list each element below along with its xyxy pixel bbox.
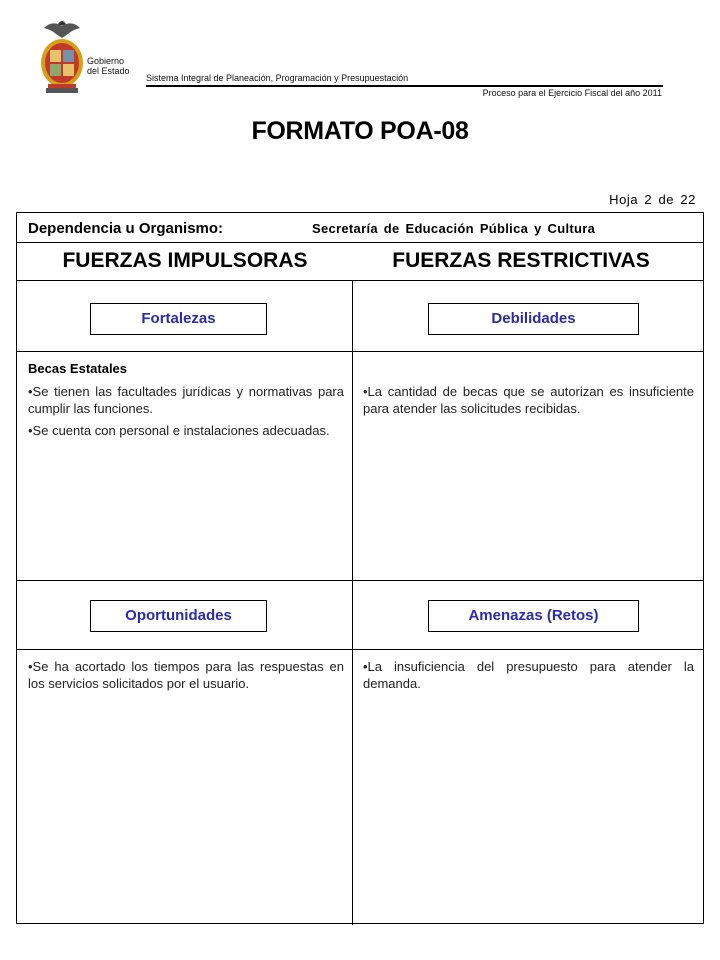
strength-item: •Se tienen las facultades jurídicas y normativas para cumplir las funciones.: [28, 384, 344, 416]
sheet-number: Hoja 2 de 22: [609, 192, 696, 207]
opportunities-cell: [28, 658, 344, 697]
row-divider: [17, 242, 703, 243]
weaknesses-cell: [363, 383, 694, 422]
threats-label: Amenazas (Retos): [428, 600, 639, 632]
dependency-label: Dependencia u Organismo:: [28, 220, 224, 237]
government-label-line2: del Estado: [87, 66, 130, 76]
strengths-subtitle: Becas Estatales: [28, 361, 128, 376]
strengths-cell: [28, 360, 344, 444]
government-label: [87, 56, 130, 76]
row-divider: [17, 649, 703, 650]
driving-forces-heading: FUERZAS IMPULSORAS: [62, 249, 308, 272]
system-name: Sistema Integral de Planeación, Programación y Presupuestación: [146, 73, 409, 83]
government-label-line1: Gobierno: [87, 56, 125, 66]
strengths-label: Fortalezas: [90, 303, 267, 335]
opportunity-item: •Se ha acortado los tiempos para las respuestas en los servicios solicitados por el usuario.: [28, 659, 344, 691]
weaknesses-label: Debilidades: [428, 303, 639, 335]
weakness-item: •La cantidad de becas que se autorizan es insuficiente para atender las solicitudes recibidas.: [363, 384, 694, 416]
row-divider: [17, 580, 703, 581]
strength-item: •Se cuenta con personal e instalaciones adecuadas.: [28, 423, 330, 438]
page-title: FORMATO POA-08: [251, 117, 469, 145]
threats-cell: [363, 658, 694, 697]
row-divider: [17, 280, 703, 281]
opportunities-label: Oportunidades: [90, 600, 267, 632]
threat-item: •La insuficiencia del presupuesto para atender la demanda.: [363, 659, 694, 691]
state-seal-icon: [38, 18, 86, 96]
row-divider: [17, 351, 703, 352]
column-divider: [352, 280, 353, 925]
process-year: Proceso para el Ejercicio Fiscal del año 2011: [482, 88, 662, 98]
header-divider: [146, 85, 663, 87]
restraining-forces-heading: FUERZAS RESTRICTIVAS: [392, 249, 650, 272]
dependency-value: Secretaría de Educación Pública y Cultura: [312, 221, 596, 236]
swot-table: [16, 212, 704, 924]
